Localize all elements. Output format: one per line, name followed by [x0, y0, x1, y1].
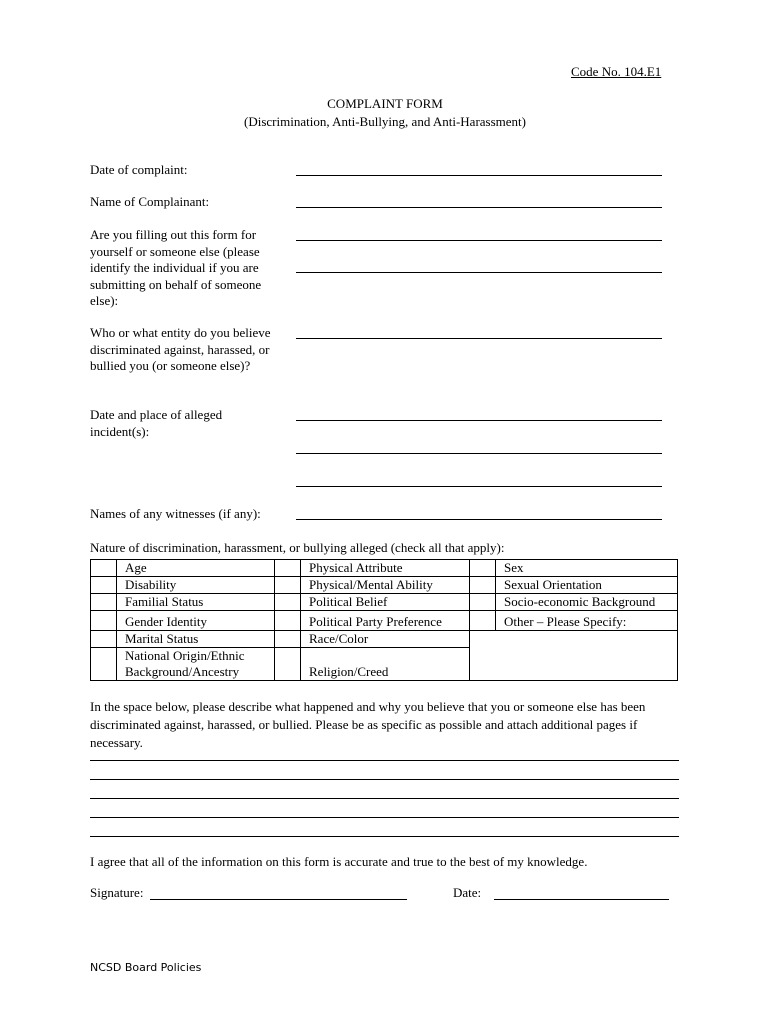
- category-label: Marital Status: [117, 631, 275, 648]
- description-line-3[interactable]: [90, 798, 679, 799]
- date-place-field-1[interactable]: [296, 420, 662, 421]
- category-label: Familial Status: [117, 594, 275, 611]
- table-row: [91, 577, 678, 594]
- description-line-1[interactable]: [90, 760, 679, 761]
- category-label: Political Party Preference: [301, 611, 470, 631]
- checkbox-political-party[interactable]: [275, 611, 301, 631]
- description-line-2[interactable]: [90, 779, 679, 780]
- checkbox-political-belief[interactable]: [275, 594, 301, 611]
- checkbox-gender-identity[interactable]: [91, 611, 117, 631]
- table-row: [91, 611, 678, 631]
- name-of-complainant-field[interactable]: [296, 207, 662, 208]
- date-place-field-3[interactable]: [296, 486, 662, 487]
- filling-for-label: Are you filling out this form for yourself or someone else (please identify the individual if you are submitting on behalf of someone else):: [90, 227, 262, 308]
- checkbox-religion-creed[interactable]: [275, 648, 301, 681]
- who-discriminated-label: Who or what entity do you believe discriminated against, harassed, or bullied you (or someone else)?: [90, 325, 271, 373]
- agreement-text: I agree that all of the information on this form is accurate and true to the best of my knowledge.: [90, 854, 588, 869]
- form-title: COMPLAINT FORM: [327, 96, 443, 111]
- filling-for-field-1[interactable]: [296, 240, 662, 241]
- filling-for-field-2[interactable]: [296, 272, 662, 273]
- date-place-field-2[interactable]: [296, 453, 662, 454]
- checkbox-marital-status[interactable]: [91, 631, 117, 648]
- date-of-complaint-label: Date of complaint:: [90, 162, 188, 177]
- checkbox-other[interactable]: [470, 611, 496, 631]
- signature-label: Signature:: [90, 885, 144, 900]
- footer-text: NCSD Board Policies: [90, 961, 202, 974]
- checkbox-age[interactable]: [91, 560, 117, 577]
- date-label: Date:: [453, 885, 482, 900]
- name-of-complainant-label: Name of Complainant:: [90, 194, 210, 209]
- category-label: Sexual Orientation: [496, 577, 678, 594]
- table-row: [91, 594, 678, 611]
- category-label: Religion/Creed: [301, 648, 470, 681]
- date-field[interactable]: [494, 899, 669, 900]
- other-specify-field[interactable]: [470, 631, 678, 681]
- checkbox-race-color[interactable]: [275, 631, 301, 648]
- table-row: [91, 631, 678, 648]
- checkbox-national-origin[interactable]: [91, 648, 117, 681]
- category-label: Political Belief: [301, 594, 470, 611]
- category-label: Other – Please Specify:: [496, 611, 678, 631]
- form-subtitle: (Discrimination, Anti-Bullying, and Anti-Harassment): [244, 114, 526, 129]
- checkbox-physical-mental-ability[interactable]: [275, 577, 301, 594]
- date-of-complaint-field[interactable]: [296, 175, 662, 176]
- nature-heading: Nature of discrimination, harassment, or bullying alleged (check all that apply):: [90, 540, 505, 555]
- description-line-4[interactable]: [90, 817, 679, 818]
- table-row: [91, 560, 678, 577]
- category-label: Physical Attribute: [301, 560, 470, 577]
- checkbox-physical-attribute[interactable]: [275, 560, 301, 577]
- checkbox-disability[interactable]: [91, 577, 117, 594]
- checkbox-sexual-orientation[interactable]: [470, 577, 496, 594]
- checkbox-socio-economic[interactable]: [470, 594, 496, 611]
- category-label: Sex: [496, 560, 678, 577]
- description-line-5[interactable]: [90, 836, 679, 837]
- category-label: National Origin/Ethnic Background/Ancestry: [117, 648, 275, 681]
- witnesses-field[interactable]: [296, 519, 662, 520]
- category-label: Age: [117, 560, 275, 577]
- code-number: Code No. 104.E1: [571, 64, 662, 79]
- date-place-label: Date and place of alleged incident(s):: [90, 407, 223, 439]
- witnesses-label: Names of any witnesses (if any):: [90, 506, 261, 521]
- who-discriminated-field[interactable]: [296, 338, 662, 339]
- checkbox-familial-status[interactable]: [91, 594, 117, 611]
- category-label: Gender Identity: [117, 611, 275, 631]
- description-instructions: In the space below, please describe what happened and why you believe that you or someone else has been discriminated against, harassed, or bullied. Please be as specific as possible and attach additional pages if necessary.: [90, 699, 646, 750]
- signature-field[interactable]: [150, 899, 407, 900]
- category-label: Socio-economic Background: [496, 594, 678, 611]
- category-label: Physical/Mental Ability: [301, 577, 470, 594]
- nature-checklist-table: [90, 559, 678, 681]
- category-label: Disability: [117, 577, 275, 594]
- category-label: Race/Color: [301, 631, 470, 648]
- checkbox-sex[interactable]: [470, 560, 496, 577]
